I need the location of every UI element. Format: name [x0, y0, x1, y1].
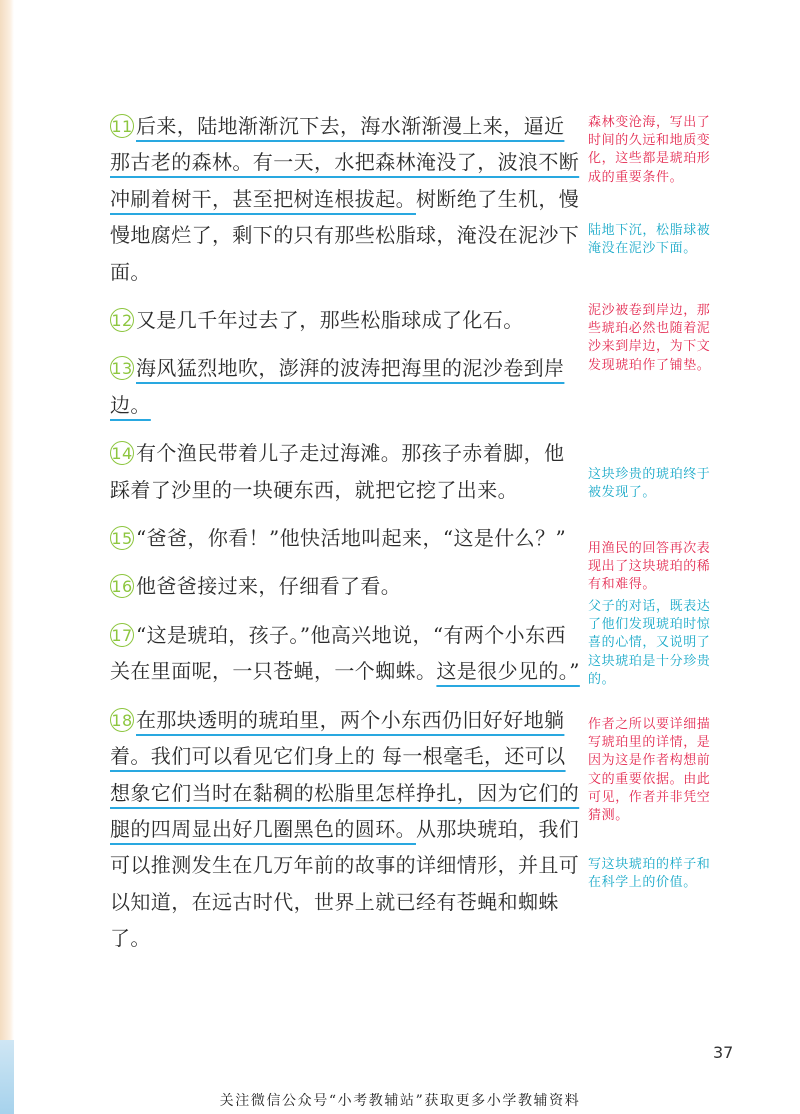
margin-note: 这块珍贵的琥珀终于被发现了。: [588, 467, 711, 501]
margin-note: 父子的对话，既表达了他们发现琥珀时惊喜的心情，又说明了这块琥珀是十分珍贵的。: [588, 599, 711, 687]
margin-note: 用渔民的回答再次表现出了这块琥珀的稀有和难得。: [588, 541, 711, 593]
footer-watermark-text: 关注微信公众号“小考教辅站”获取更多小学教辅资料: [219, 1093, 581, 1109]
paragraph-14: [110, 435, 580, 508]
paragraph-13: [110, 350, 580, 423]
margin-note: 泥沙被卷到岸边，那些琥珀必然也随着泥沙来到岸边，为下文发现琥珀作了铺垫。: [588, 303, 711, 373]
paragraph-15: [110, 520, 580, 556]
page-edge-decoration: [0, 0, 14, 1114]
page-number: 37: [713, 1043, 734, 1062]
underlined-text: 海风猛烈地吹，澎湃的波涛把海里的泥沙卷到岸边。: [110, 356, 565, 417]
paragraph-11: [110, 108, 580, 290]
paragraph-text: 从那块琥珀，我们可以推测发生在几万年前的故事的详细情形，并且可以知道，在远古时代，世界上就已经有苍蝇和蜘蛛了。: [110, 816, 580, 951]
paragraph-number: 17: [110, 623, 134, 647]
paragraph-number: 11: [110, 114, 134, 138]
underlined-text: 后来，陆地渐渐沉下去，海水渐渐漫上来，逼近那古老的森林。有一天，水把森林淹没了，波浪不断冲刷着树干，甚至把树连根拔起。: [110, 114, 580, 211]
paragraph-number: 16: [110, 574, 134, 598]
margin-note: 陆地下沉，松脂球被淹没在泥沙下面。: [588, 223, 711, 257]
paragraph-number: 12: [110, 308, 134, 332]
margin-note: 写这块琥珀的样子和在科学上的价值。: [588, 857, 711, 891]
paragraph-12: [110, 302, 580, 338]
paragraph-number: 18: [110, 708, 134, 732]
paragraph-text: “这是琥珀，孩子。”他高兴地说，“有两个小东西关在里面呢，一只苍蝇，一个蜘蛛。: [110, 622, 566, 684]
paragraph-number: 13: [110, 356, 134, 380]
underlined-text: 在那块透明的琥珀里，两个小东西仍旧好好地躺着。我们可以看见它们身上的 每一根毫毛，还可以想象它们当时在黏稠的松脂里怎样挣扎，因为它们的腿的四周显出好几圈黑色的圆环。: [110, 707, 580, 841]
paragraph-18: [110, 702, 580, 957]
paragraph-text: 有个渔民带着儿子走过海滩。那孩子赤着脚，他踩着了沙里的一块硬东西，就把它挖了出来。: [110, 441, 565, 502]
underlined-text: 这是很少见的。”: [436, 659, 580, 684]
paragraph-16: [110, 568, 580, 604]
paragraph-number: 15: [110, 526, 134, 550]
paragraph-17: [110, 617, 580, 690]
paragraph-text: 他爸爸接过来，仔细看了看。: [136, 574, 402, 599]
paragraph-text: 树断绝了生机，慢慢地腐烂了，剩下的只有那些松脂球，淹没在泥沙下面。: [110, 186, 580, 284]
paragraph-text: “爸爸，你看！”他快活地叫起来，“这是什么？”: [136, 526, 567, 551]
paragraph-number: 14: [110, 441, 134, 465]
paragraph-text: 又是几千年过去了，那些松脂球成了化石。: [136, 308, 524, 333]
main-text: [110, 108, 580, 957]
margin-note: 作者之所以要详细描写琥珀里的详情，是因为这是作者构想前文的重要依据。由此可见，作者并非凭空猜测。: [588, 717, 711, 824]
margin-note: 森林变沧海，写出了时间的久远和地质变化，这些都是琥珀形成的重要条件。: [588, 115, 711, 185]
